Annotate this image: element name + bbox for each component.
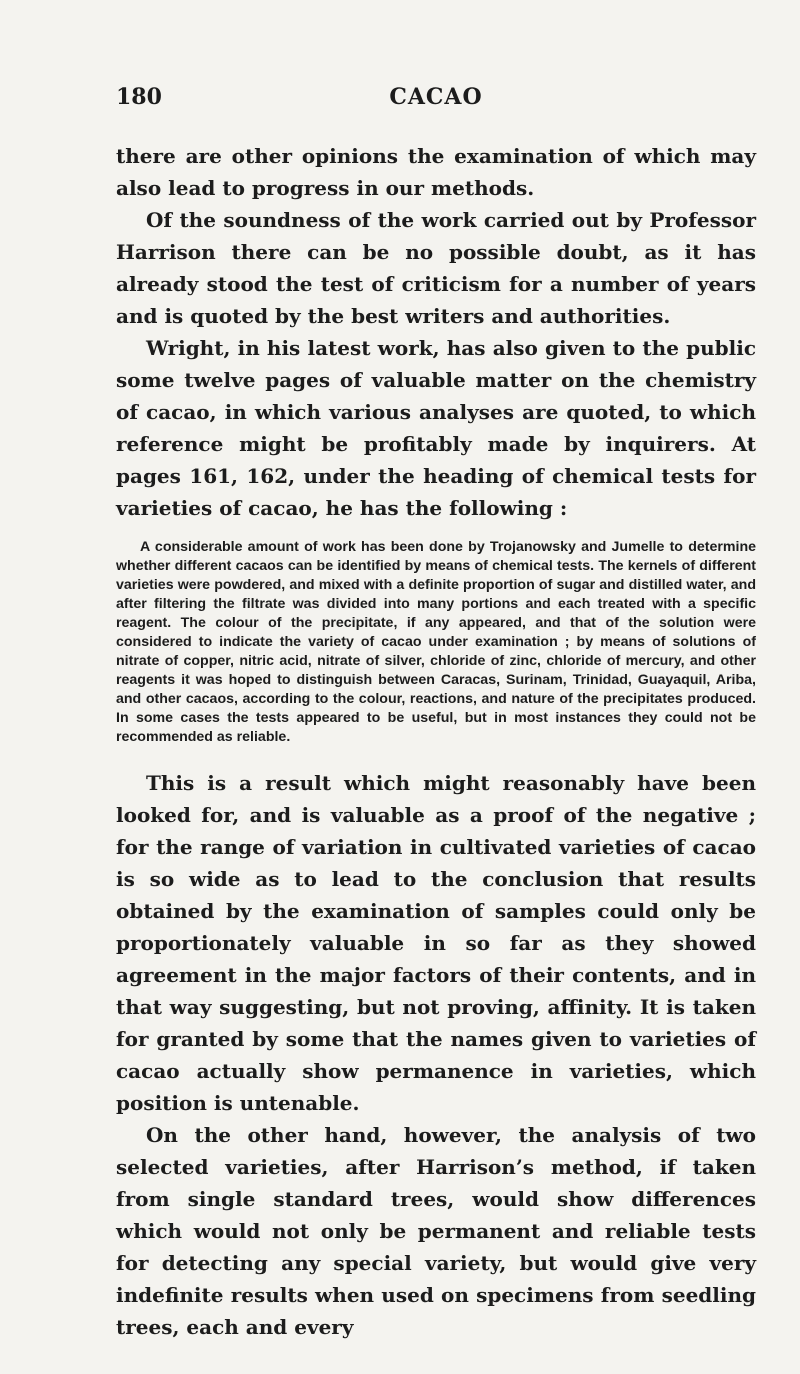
block-quote: A considerable amount of work has been done by Trojanowsky and Jumelle to determine whether different cacaos can be identified by means of chemical tests. The kernels of different varieties were powdered, and mixed with a definite proportion of sugar and distilled water, and after filtering the filtrate was divided into many portions and each treated with a specific reagent. The colour of the precipitate, if any appeared, and that of the solution were considered to indicate the variety of cacao under examination ; by means of solutions of nitrate of copper, nitric acid, nitrate of silver, chloride of zinc, chloride of mercury, and other reagents it was hoped to distinguish between Caracas, Surinam, Trinidad, Guayaquil, Ariba, and other cacaos, according to the colour, reactions, and nature of the precipitates produced. In some cases the tests appeared to be useful, but in most instances they could not be recommended as reliable. — [116, 539, 756, 745]
paragraph-continuation: there are other opinions the examination of which may also lead to progress in our methods. — [116, 144, 756, 200]
paragraph-harrison: Of the soundness of the work carried out by Professor Harrison there can be no possible doubt, as it has already stood the test of criticism for a number of years and is quoted by the best writers and authorities. — [116, 208, 756, 328]
page-number: 180 — [116, 84, 162, 110]
paragraph-other-hand: On the other hand, however, the analysis of two selected varieties, after Harrison’s method, if taken from single standard trees, would show differences which would not only be permanent and reliable tests for detecting any special variety, but would give very indefinite results when used on specimens from seedling trees, each and every — [116, 1123, 756, 1339]
body-text — [116, 140, 756, 1343]
running-title: CACAO — [389, 84, 483, 110]
paragraph-wright: Wright, in his latest work, has also given to the public some twelve pages of valuable matter on the chemistry of cacao, in which various analyses are quoted, to which reference might be profitably made by inquirers. At pages 161, 162, under the heading of chemical tests for varieties of cacao, he has the following : — [116, 336, 756, 520]
paragraph-result: This is a result which might reasonably have been looked for, and is valuable as a proof of the negative ; for the range of variation in cultivated varieties of cacao is so wide as to lead to the conclusion that results obtained by the examination of samples could only be proportionately valuable in so far as they showed agreement in the major factors of their contents, and in that way suggesting, but not proving, affinity. It is taken for granted by some that the names given to varieties of cacao actually show permanence in varieties, which position is untenable. — [116, 771, 756, 1115]
page-header — [116, 84, 756, 116]
